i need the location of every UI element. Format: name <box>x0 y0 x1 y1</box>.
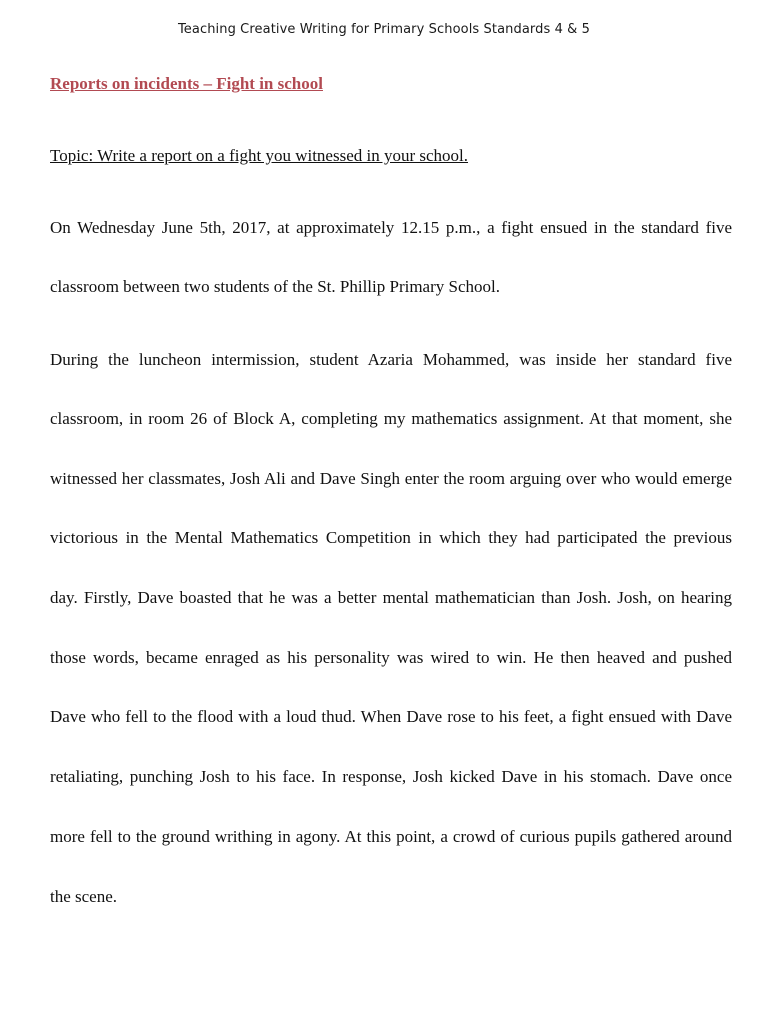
paragraph-line: victorious in the Mental Mathematics Competition in which they had participated the previous <box>50 528 732 547</box>
paragraph-line: During the luncheon intermission, student Azaria Mohammed, was inside her standard five <box>50 350 732 369</box>
paragraph-line: the scene. <box>50 887 118 906</box>
paragraph-line: classroom between two students of the St. Phillip Primary School. <box>50 277 500 296</box>
running-header: Teaching Creative Writing for Primary Schools Standards 4 & 5 <box>177 22 591 37</box>
report-title: Reports on incidents – Fight in school <box>50 74 323 93</box>
paragraph-line: On Wednesday June 5th, 2017, at approximately 12.15 p.m., a fight ensued in the standard five <box>50 218 732 237</box>
paragraph-line: more fell to the ground writhing in agony. At this point, a crowd of curious pupils gathered around <box>50 827 732 846</box>
paragraph-line: witnessed her classmates, Josh Ali and Dave Singh enter the room arguing over who would emerge <box>50 469 732 488</box>
paragraph-line: Dave who fell to the flood with a loud thud. When Dave rose to his feet, a fight ensued with Dave <box>50 707 732 726</box>
paragraph-line: those words, became enraged as his personality was wired to win. He then heaved and pushed <box>50 648 732 667</box>
topic-line: Topic: Write a report on a fight you witnessed in your school. <box>50 146 469 165</box>
paragraph-line: retaliating, punching Josh to his face. In response, Josh kicked Dave in his stomach. Dave once <box>50 767 732 786</box>
paragraph-line: day. Firstly, Dave boasted that he was a better mental mathematician than Josh. Josh, on hearing <box>50 588 732 607</box>
paragraph-line: classroom, in room 26 of Block A, completing my mathematics assignment. At that moment, she <box>50 409 732 428</box>
